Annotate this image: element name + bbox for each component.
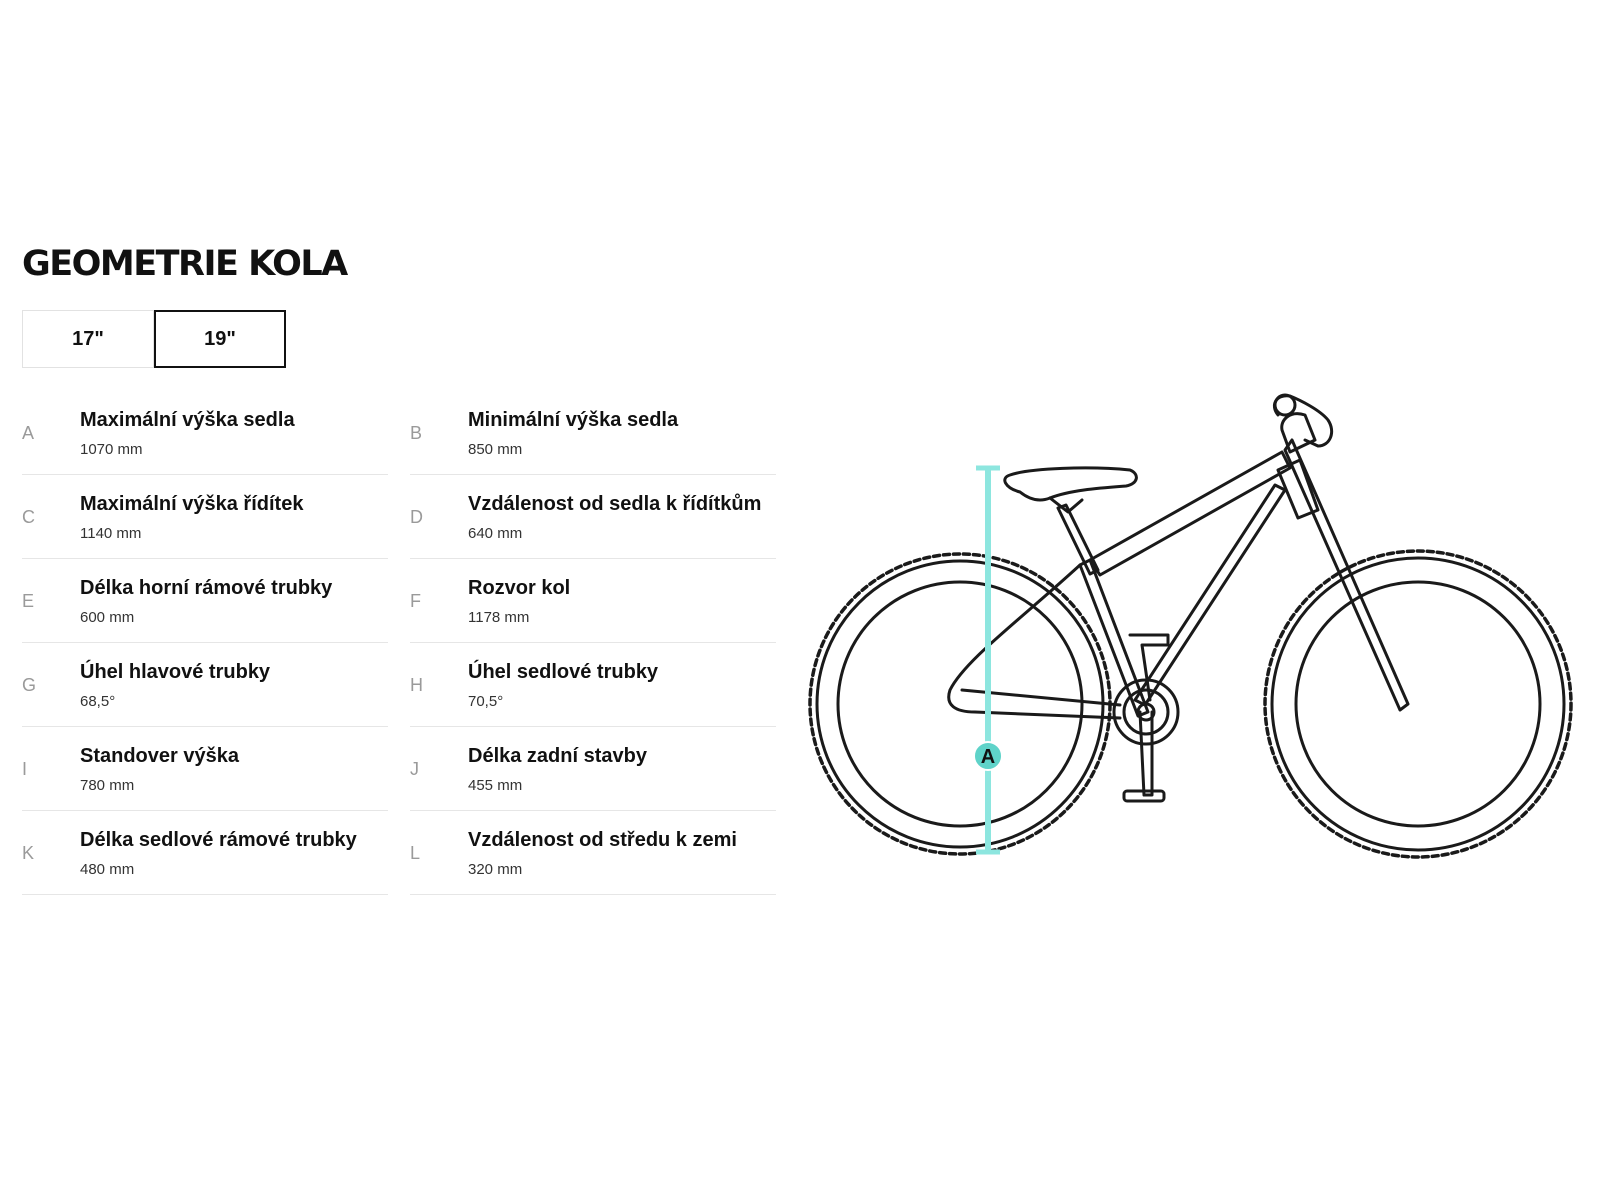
geometry-row-c: [22, 475, 388, 559]
geometry-value: 320 mm: [468, 861, 523, 878]
geometry-letter: D: [410, 507, 423, 527]
geometry-label: Úhel sedlové trubky: [468, 661, 659, 683]
geometry-letter: H: [410, 675, 423, 695]
geometry-value: 640 mm: [468, 525, 523, 542]
geometry-letter: L: [410, 843, 421, 863]
geometry-value: 600 mm: [80, 609, 135, 626]
size-tab-17[interactable]: 17": [22, 310, 154, 368]
size-tab-19[interactable]: 19": [154, 310, 286, 368]
geometry-row-f: [410, 559, 776, 643]
front-wheel: [1265, 551, 1571, 857]
size-selector: [22, 310, 286, 368]
geometry-label: Vzdálenost od sedla k řídítkům: [468, 493, 762, 515]
geometry-row-d: [410, 475, 776, 559]
geometry-letter: I: [22, 759, 28, 779]
bike-frame: [949, 452, 1290, 718]
geometry-label: Délka sedlové rámové trubky: [80, 829, 357, 851]
geometry-row-j: [410, 727, 776, 811]
geometry-value: 1070 mm: [80, 441, 143, 458]
geometry-letter: J: [410, 759, 419, 779]
geometry-value: 455 mm: [468, 777, 523, 794]
geometry-label: Standover výška: [80, 745, 239, 767]
geometry-label: Délka zadní stavby: [468, 745, 647, 767]
geometry-label: Úhel hlavové trubky: [80, 661, 271, 683]
geometry-label: Vzdálenost od středu k zemi: [468, 829, 737, 851]
geometry-label: Minimální výška sedla: [468, 409, 679, 431]
geometry-label: Rozvor kol: [468, 577, 571, 599]
geometry-label: Délka horní rámové trubky: [80, 577, 333, 599]
geometry-row-a: [22, 391, 388, 475]
geometry-value: 1140 mm: [80, 525, 142, 542]
geometry-label: Maximální výška řídítek: [80, 493, 304, 515]
measurement-a-marker: A: [980, 746, 996, 768]
page-title: GEOMETRIE KOLA: [22, 244, 347, 284]
geometry-letter: F: [410, 591, 421, 611]
geometry-value: 780 mm: [80, 777, 135, 794]
geometry-letter: K: [22, 843, 35, 863]
measurement-a: [974, 468, 1002, 852]
geometry-row-h: [410, 643, 776, 727]
geometry-value: 70,5°: [468, 693, 504, 710]
bike-diagram: [790, 380, 1590, 860]
geometry-row-b: [410, 391, 776, 475]
geometry-value: 480 mm: [80, 861, 135, 878]
geometry-letter: E: [22, 591, 35, 611]
geometry-table: [22, 391, 776, 895]
geometry-row-e: [22, 559, 388, 643]
geometry-value: 1178 mm: [468, 609, 530, 626]
rear-wheel: [810, 554, 1110, 854]
geometry-row-l: [410, 811, 776, 895]
geometry-value: 850 mm: [468, 441, 523, 458]
geometry-row-g: [22, 643, 388, 727]
saddle: [1005, 468, 1137, 574]
crankset: [1114, 635, 1178, 801]
geometry-row-i: [22, 727, 388, 811]
geometry-letter: A: [22, 423, 35, 443]
geometry-letter: G: [22, 675, 37, 695]
geometry-row-k: [22, 811, 388, 895]
geometry-value: 68,5°: [80, 693, 116, 710]
geometry-label: Maximální výška sedla: [80, 409, 295, 431]
geometry-letter: C: [22, 507, 35, 527]
geometry-letter: B: [410, 423, 423, 443]
